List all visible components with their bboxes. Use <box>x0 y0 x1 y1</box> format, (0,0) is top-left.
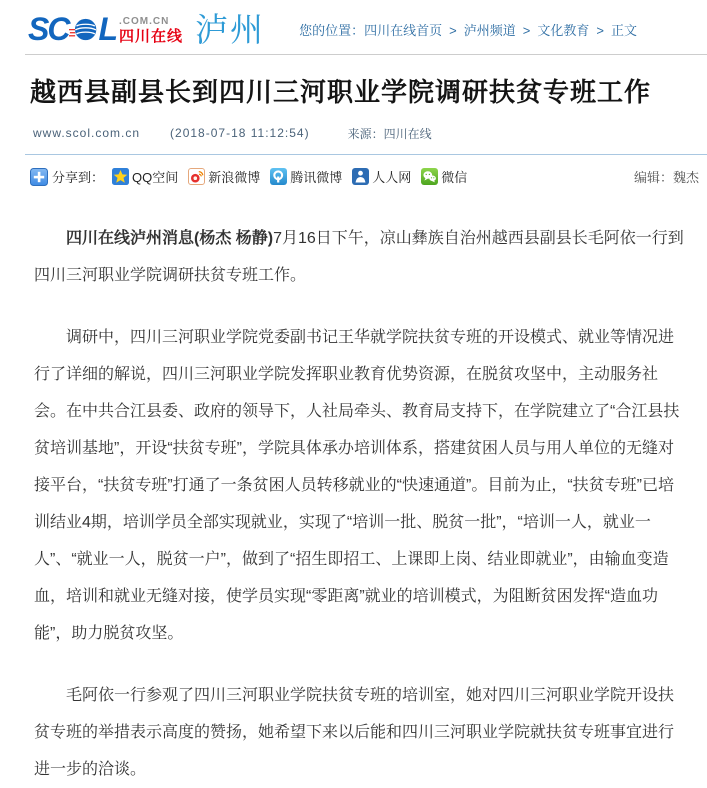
qzone-icon <box>112 168 129 185</box>
share-wechat[interactable] <box>421 167 467 186</box>
share-sina-weibo-label: 新浪微博 <box>208 170 261 186</box>
share-tencent-weibo-label: 腾讯微博 <box>290 170 343 186</box>
logo-sub-stack <box>119 17 183 44</box>
breadcrumb-label: 您的位置： <box>299 22 365 38</box>
wechat-icon <box>421 168 438 185</box>
breadcrumb <box>299 20 637 39</box>
logo-domain-text: .COM.CN <box>119 15 170 27</box>
breadcrumb-separator: > <box>522 22 531 38</box>
globe-icon <box>69 16 97 43</box>
logo-text-sc: SC <box>28 11 69 47</box>
share-qzone-label: QQ空间 <box>132 170 179 186</box>
editor-credit: 编辑：魏杰 <box>633 170 699 186</box>
paragraph-3: 毛阿依一行参观了四川三河职业学院扶贫专班的培训室，她对四川三河职业学院开设扶贫专班的举措表示高度的赞扬，她希望下来以后能和四川三河职业学院就扶贫专班事宜进行进一步的洽谈。 <box>34 686 675 778</box>
breadcrumb-separator: > <box>596 22 604 38</box>
tencent-weibo-icon <box>270 168 287 185</box>
scol-logo[interactable] <box>28 10 266 48</box>
share-bar <box>30 166 699 188</box>
share-tencent-weibo[interactable] <box>270 167 342 186</box>
breadcrumb-channel-link[interactable]: 泸州频道 <box>463 22 516 38</box>
paragraph-2: 调研中，四川三河职业学院党委副书记王华就学院扶贫专班的开设模式、就业等情况进行了详细的解说，四川三河职业学院发挥职业教育优势资源，在脱贫攻坚中，主动服务社会。在中共合江县委、政府的领导下，人社局牵头、教育局支持下，在学院建立了“合江县扶贫培训基地”，开设“扶贫专班”，学院具体承办培训体系，搭建贫困人员与用人单位的无缝对接平台，“扶贫专班”打通了一条贫困人员转移就业的“快速通道”。目前为止，“扶贫专班”已培训结业4期，培训学员全部实现就业，实现了“培训一批、脱贫一批”，“培训一人，就业一人”、“就业一人，脱贫一户”，做到了“招生即招工、上课即上岗、结业即就业”，由输血变造血，培训和就业无缝对接，使学员实现“零距离”就业的培训模式，为阻断贫困发挥“造血功能”，助力脱贫攻坚。 <box>34 328 680 642</box>
meta-site-url: www.scol.com.cn <box>33 126 141 141</box>
article-title: 越西县副县长到四川三河职业学院调研扶贫专班工作 <box>30 77 652 107</box>
logo-channel-text: 泸州 <box>195 10 266 48</box>
breadcrumb-home-link[interactable]: 四川在线首页 <box>364 22 443 38</box>
article-meta <box>33 125 707 142</box>
logo-text-l: L <box>98 11 116 47</box>
meta-timestamp: (2018-07-18 11:12:54) <box>170 126 310 141</box>
share-label: 分享到： <box>52 170 105 186</box>
renren-icon <box>352 168 369 185</box>
byline-lead: 四川在线泸州消息(杨杰 杨静) <box>66 229 274 247</box>
share-renren[interactable] <box>352 167 411 186</box>
share-wechat-label: 微信 <box>441 170 468 186</box>
meta-source: 来源：四川在线 <box>347 126 432 141</box>
share-sina-weibo[interactable] <box>188 167 260 186</box>
share-renren-label: 人人网 <box>372 170 412 186</box>
article-body <box>34 220 689 788</box>
header-divider <box>25 54 707 55</box>
breadcrumb-category-link[interactable]: 文化教育 <box>537 22 590 38</box>
paragraph-1 <box>34 220 689 294</box>
meta-divider <box>25 154 707 155</box>
paragraph-1-text: 7月16日下午，凉山彝族自治州越西县副县长毛阿依一行到四川三河职业学院调研扶贫专班工作。 <box>34 229 684 284</box>
logo-brand-text: 四川在线 <box>119 27 184 45</box>
sina-weibo-icon <box>188 168 205 185</box>
share-qzone[interactable] <box>112 167 178 186</box>
breadcrumb-separator: > <box>449 22 457 38</box>
site-header <box>0 0 707 54</box>
breadcrumb-current: 正文 <box>610 22 637 38</box>
share-plus-icon[interactable] <box>30 168 48 186</box>
